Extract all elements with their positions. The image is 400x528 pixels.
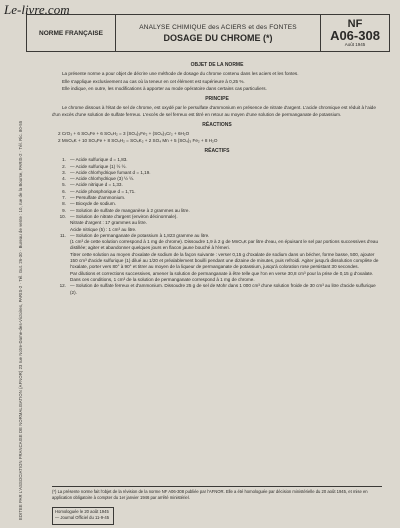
reagent-num: 3.	[62, 169, 66, 175]
watermark: Le-livre.com	[4, 2, 70, 17]
reagent-text: — Bioxyde de sodium.	[70, 201, 116, 207]
header-title-line1: ANALYSE CHIMIQUE des ACIERS et des FONTES	[139, 23, 297, 31]
reagent-text: — Solution de permanganate de potassium à 1,823 gramme au litre.	[70, 232, 210, 238]
section-objet-title: OBJET DE LA NORME	[190, 62, 244, 68]
reagent-num: 6.	[62, 188, 66, 194]
nitrate-line: Acide nitrique (5) : 1 cm³ au litre.	[70, 226, 137, 232]
header-title-line2: DOSAGE DU CHROME (*)	[163, 32, 273, 43]
reagent-num: 8.	[62, 201, 66, 207]
header-code: A06-308	[330, 28, 380, 43]
reaction-equation: 2 MnO₄K + 10 SO₄Fe + 8 SO₄H₂ = SO₄K₂ + 2 SO₄ Mn + 5 (SO₄)₃ Fe₂ + 8 H₂O	[58, 137, 218, 143]
reagent-item	[52, 283, 382, 296]
section-principe-title: PRINCIPE	[205, 96, 229, 103]
reagent-text: — Solution de sulfate de manganèse à 2 grammes au litre.	[70, 207, 190, 213]
reagent-num: 7.	[62, 195, 66, 201]
reagent-num: 11.	[59, 232, 66, 238]
reagent-text: — Acide phosphorique d = 1,71.	[70, 188, 136, 194]
reagent-text: — Acide chlorhydrique fumant d = 1,19.	[70, 169, 151, 175]
reagent-num: 10.	[59, 213, 66, 219]
reagent-num: 1.	[62, 157, 66, 163]
objet-para: Elle indique, en outre, les modifications à apporter au mode opératoire dans certains cas particuliers.	[62, 85, 267, 91]
reagent-num: 2.	[62, 163, 66, 169]
header-code-block	[321, 15, 389, 51]
reagent-text: — Acide nitrique d = 1,33.	[70, 182, 123, 188]
principe-para: Le chrome dissous à l'état de sel de chrome, est oxydé par le persulfate d'ammonium en présence de nitrate d'argent. L'acide chromique est réduit à l'aide d'un excès d'une solution de sulfate ferreux. L'excès de sel ferreux est titré en retour au moyen d'une solution de permanganate de potassium.	[52, 105, 376, 117]
reaction-equation: 2 CrO₃ + 6 SO₄Fe + 6 SO₄H₂ = 3 (SO₄)₃Fe₂ + (SO₄)₃Cr₂ + 6H₂O	[58, 131, 190, 137]
objet-para: Elle s'applique exclusivement au cas où la teneur en cet élément est supérieure à 0,25 %.	[62, 78, 245, 84]
reagent-text: — Acide sulfurique (1) ½ ½.	[70, 163, 127, 169]
footnote: (*) La présente norme fait l'objet de la révision de la norme NF A06-308 publiée par l'AFNOR. Elle a été homologuée par décision ministérielle du 20 août 1945, et mise en application obligatoire à compter du 1er janvier 1946 par arrêté ministériel.	[52, 486, 382, 500]
nitrate-line: Nitrate d'argent : 17 grammes au litre.	[70, 220, 147, 226]
publisher-side-text: EDITEE PAR L'ASSOCIATION FRANCAISE DE NORMALISATION (AFNOR) 23 rue Notre-Dame-des-Victoires, PARIS-2 · Tél. Gut. 26-30 · Bureau de vente : 10, rue de la Bourse, PARIS-2 · Tél. Ric. 80-55	[18, 120, 23, 520]
header-left: NORME FRANÇAISE	[27, 15, 116, 51]
header-date: Août 1945	[344, 42, 366, 47]
homologation-box: Homologuée le 20 août 1945 — Journal Officiel du 11-9-45	[52, 507, 114, 525]
reagent-text: — Persulfate d'ammonium.	[70, 195, 126, 201]
document-body	[52, 58, 382, 296]
item11-para: Titrer cette solution au moyen d'oxalate de sodium de la façon suivante : verser 0,15 g d'oxalate de sodium dans un bécher, forme basse, 500, ajouter 150 cm³ d'acide sulfurique (1) dilué au 1/20 et préalablement bouilli pendant une dizaine de minutes, puis refroidi. Agiter jusqu'à dissolution complète de l'oxalate, porter vers 80° à 90° et titrer au moyen de la liqueur de permanganate de potassium, jusqu'à coloration rose persistant 30 secondes.	[70, 251, 379, 270]
reagent-num: 5.	[62, 182, 66, 188]
reagent-text: — Acide sulfurique d = 1,83.	[70, 157, 128, 163]
section-reactions-title: RÉACTIONS	[202, 122, 232, 129]
standard-header	[26, 14, 390, 52]
objet-para: La présente norme a pour objet de décrire une méthode de dosage du chrome contenu dans les aciers et les fontes.	[62, 71, 299, 77]
item11-para: Par dilutions et corrections successives, amener la solution de permanganate à être telle que l'on en verse 30,8 cm³ pour la prise de 0,15 g d'oxalate. Dans ces conditions, 1 cm³ de la solution de permanganate correspond à 1 mg de chrome.	[70, 270, 374, 282]
reagent-num: 4.	[62, 176, 66, 182]
header-nf: NF	[347, 18, 363, 30]
reagent-text: — Solution de sulfate ferreux et d'ammonium. Dissoudre 25 g de sel de Mohr dans 1 000 cm³ d'une solution froide de 30 cm³ au litre d'acide sulfurique (2).	[70, 283, 376, 295]
item11-para: (1 cm³ de cette solution correspond à 1 mg de chrome). Dissoudre 1,9 à 2 g de MnO₄K par litre d'eau, en épuisant le sel par portions successives d'eau distillée; agiter et abandonner quelques jours en flacon jaune bouché à l'émeri.	[70, 239, 378, 251]
header-title	[116, 15, 321, 51]
reagent-num: 12.	[59, 283, 66, 289]
reagent-text: — Acide chlorhydrique (3) ½ ½.	[70, 176, 135, 182]
reagent-num: 9.	[62, 207, 66, 213]
section-reactifs-title: RÉACTIFS	[204, 147, 230, 154]
reagent-text: — Solution de nitrate d'argent (environ décinormale).	[70, 213, 178, 219]
